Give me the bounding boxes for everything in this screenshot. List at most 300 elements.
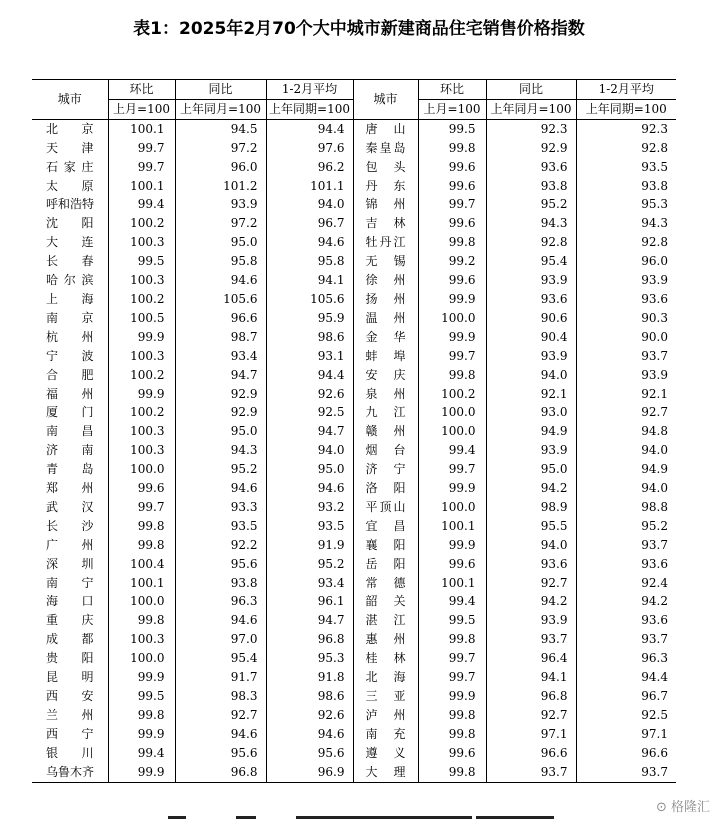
right-city-name: 平顶山: [353, 498, 418, 517]
left-mom-value: 99.9: [108, 328, 175, 347]
left-avg-value: 94.0: [266, 441, 353, 460]
right-avg-value: 94.0: [576, 441, 676, 460]
left-avg-value: 93.5: [266, 517, 353, 536]
right-yoy-value: 94.0: [486, 536, 576, 555]
left-mom-value: 100.2: [108, 290, 175, 309]
left-avg-value: 95.3: [266, 649, 353, 668]
left-yoy-value: 92.9: [175, 385, 266, 404]
left-mom-value: 100.0: [108, 649, 175, 668]
table-row: [32, 290, 676, 309]
left-yoy-value: 92.9: [175, 403, 266, 422]
left-avg-value: 96.1: [266, 592, 353, 611]
right-mom-value: 99.6: [418, 555, 486, 574]
right-avg-value: 92.8: [576, 139, 676, 158]
left-yoy-value: 93.9: [175, 195, 266, 214]
right-mom-value: 99.9: [418, 687, 486, 706]
right-avg-value: 93.7: [576, 536, 676, 555]
left-mom-value: 100.3: [108, 233, 175, 252]
right-yoy-value: 94.9: [486, 422, 576, 441]
left-mom-value: 100.0: [108, 460, 175, 479]
table-row: [32, 233, 676, 252]
left-avg-value: 94.0: [266, 195, 353, 214]
left-mom-value: 100.4: [108, 555, 175, 574]
avg-base-left: 上年同期=100: [266, 99, 353, 119]
right-mom-value: 99.7: [418, 347, 486, 366]
left-city-name: 青岛: [46, 462, 94, 477]
left-mom-value: 99.7: [108, 158, 175, 177]
right-mom-value: 99.8: [418, 139, 486, 158]
table-row: [32, 706, 676, 725]
left-yoy-value: 97.2: [175, 139, 266, 158]
left-avg-value: 93.4: [266, 574, 353, 593]
left-city-name: 长沙: [46, 518, 94, 533]
left-city-name: 杭州: [46, 329, 94, 344]
right-city-name: 宜昌: [353, 517, 418, 536]
left-city-name: 合肥: [46, 367, 94, 382]
right-mom-value: 99.7: [418, 460, 486, 479]
right-city-name: 北海: [353, 668, 418, 687]
right-avg-value: 96.7: [576, 687, 676, 706]
mom-base-left: 上月=100: [108, 99, 175, 119]
right-yoy-value: 93.9: [486, 347, 576, 366]
mom-header-right: 环比: [418, 80, 486, 100]
right-avg-value: 93.7: [576, 630, 676, 649]
left-yoy-value: 93.8: [175, 574, 266, 593]
left-yoy-value: 96.0: [175, 158, 266, 177]
table-row: [32, 649, 676, 668]
left-mom-value: 100.0: [108, 592, 175, 611]
right-mom-value: 99.2: [418, 252, 486, 271]
table-row: [32, 479, 676, 498]
table-row: [32, 347, 676, 366]
table-row: [32, 139, 676, 158]
left-city-name: 北京: [46, 121, 94, 136]
right-city-name: 烟台: [353, 441, 418, 460]
right-city-name: 唐山: [353, 119, 418, 138]
left-city-name: 广州: [46, 537, 94, 552]
right-avg-value: 93.6: [576, 555, 676, 574]
left-city-name: 郑州: [46, 481, 94, 496]
left-yoy-value: 97.0: [175, 630, 266, 649]
table-title: 表1：2025年2月70个大中城市新建商品住宅销售价格指数: [133, 19, 585, 39]
right-yoy-value: 96.4: [486, 649, 576, 668]
left-city-name: 沈阳: [46, 216, 94, 231]
right-yoy-value: 93.0: [486, 403, 576, 422]
table-row: [32, 441, 676, 460]
right-avg-value: 93.6: [576, 290, 676, 309]
left-mom-value: 100.1: [108, 119, 175, 138]
left-mom-value: 100.1: [108, 574, 175, 593]
right-mom-value: 99.7: [418, 649, 486, 668]
right-avg-value: 96.0: [576, 252, 676, 271]
right-mom-value: 100.1: [418, 574, 486, 593]
left-yoy-value: 95.4: [175, 649, 266, 668]
price-index-table: [32, 79, 676, 783]
right-yoy-value: 96.6: [486, 744, 576, 763]
right-yoy-value: 92.3: [486, 119, 576, 138]
left-mom-value: 99.4: [108, 744, 175, 763]
left-yoy-value: 94.7: [175, 366, 266, 385]
right-avg-value: 93.8: [576, 177, 676, 196]
right-city-name: 惠州: [353, 630, 418, 649]
left-avg-value: 91.9: [266, 536, 353, 555]
table-row: [32, 158, 676, 177]
right-city-name: 南充: [353, 725, 418, 744]
right-mom-value: 99.7: [418, 195, 486, 214]
left-yoy-value: 92.7: [175, 706, 266, 725]
left-city-name: 南昌: [46, 424, 94, 439]
table-row: [32, 592, 676, 611]
right-avg-value: 90.3: [576, 309, 676, 328]
left-avg-value: 94.7: [266, 611, 353, 630]
right-mom-value: 99.8: [418, 725, 486, 744]
left-mom-value: 99.5: [108, 252, 175, 271]
right-mom-value: 100.0: [418, 403, 486, 422]
right-avg-value: 92.5: [576, 706, 676, 725]
right-avg-value: 94.4: [576, 668, 676, 687]
left-avg-value: 92.6: [266, 385, 353, 404]
left-yoy-value: 95.0: [175, 422, 266, 441]
right-avg-value: 94.9: [576, 460, 676, 479]
left-yoy-value: 94.6: [175, 479, 266, 498]
table-row: [32, 668, 676, 687]
table-row: [32, 574, 676, 593]
left-mom-value: 100.2: [108, 366, 175, 385]
left-city-name: 南宁: [46, 575, 94, 590]
right-avg-value: 94.0: [576, 479, 676, 498]
right-yoy-value: 95.4: [486, 252, 576, 271]
right-mom-value: 99.8: [418, 763, 486, 782]
left-city-name: 呼和浩特: [46, 197, 95, 212]
table-row: [32, 328, 676, 347]
left-mom-value: 99.9: [108, 668, 175, 687]
mom-header-left: 环比: [108, 80, 175, 100]
table-row: [32, 119, 676, 138]
left-city-name: 厦门: [46, 405, 94, 420]
right-avg-value: 93.7: [576, 347, 676, 366]
right-mom-value: 99.6: [418, 744, 486, 763]
left-yoy-value: 95.8: [175, 252, 266, 271]
right-city-name: 遵义: [353, 744, 418, 763]
left-yoy-value: 93.4: [175, 347, 266, 366]
left-avg-value: 94.6: [266, 479, 353, 498]
right-avg-value: 92.3: [576, 119, 676, 138]
left-yoy-value: 95.2: [175, 460, 266, 479]
right-yoy-value: 93.8: [486, 177, 576, 196]
left-yoy-value: 95.6: [175, 744, 266, 763]
left-avg-value: 95.0: [266, 460, 353, 479]
right-mom-value: 99.8: [418, 366, 486, 385]
right-mom-value: 99.8: [418, 630, 486, 649]
left-avg-value: 91.8: [266, 668, 353, 687]
right-mom-value: 99.6: [418, 271, 486, 290]
left-avg-value: 94.6: [266, 725, 353, 744]
left-yoy-value: 92.2: [175, 536, 266, 555]
left-mom-value: 100.3: [108, 347, 175, 366]
right-avg-value: 96.6: [576, 744, 676, 763]
right-avg-value: 95.3: [576, 195, 676, 214]
left-yoy-value: 94.5: [175, 119, 266, 138]
right-mom-value: 100.0: [418, 498, 486, 517]
right-yoy-value: 98.9: [486, 498, 576, 517]
left-yoy-value: 94.6: [175, 725, 266, 744]
left-mom-value: 99.9: [108, 385, 175, 404]
left-avg-value: 95.2: [266, 555, 353, 574]
right-city-name: 泸州: [353, 706, 418, 725]
right-avg-value: 92.7: [576, 403, 676, 422]
city-header-right: 城市: [353, 80, 418, 120]
left-mom-value: 99.9: [108, 763, 175, 782]
table-row: [32, 271, 676, 290]
right-yoy-value: 95.2: [486, 195, 576, 214]
left-avg-value: 98.6: [266, 687, 353, 706]
right-avg-value: 93.7: [576, 763, 676, 782]
right-city-name: 襄阳: [353, 536, 418, 555]
left-mom-value: 100.3: [108, 422, 175, 441]
right-yoy-value: 92.8: [486, 233, 576, 252]
left-yoy-value: 96.6: [175, 309, 266, 328]
right-city-name: 扬州: [353, 290, 418, 309]
left-yoy-value: 93.5: [175, 517, 266, 536]
right-yoy-value: 95.0: [486, 460, 576, 479]
table-row: [32, 252, 676, 271]
yoy-header-left: 同比: [175, 80, 266, 100]
left-mom-value: 99.4: [108, 195, 175, 214]
left-city-name: 济南: [46, 443, 94, 458]
right-yoy-value: 94.2: [486, 479, 576, 498]
left-city-name: 上海: [46, 291, 94, 306]
left-yoy-value: 95.6: [175, 555, 266, 574]
left-mom-value: 100.3: [108, 630, 175, 649]
left-city-name: 乌鲁木齐: [32, 763, 108, 782]
right-city-name: 三亚: [353, 687, 418, 706]
left-mom-value: 100.2: [108, 214, 175, 233]
left-city-name: 石家庄: [46, 159, 94, 174]
table-row: [32, 195, 676, 214]
right-avg-value: 93.9: [576, 271, 676, 290]
right-avg-value: 95.2: [576, 517, 676, 536]
watermark-logo-icon: ⊙: [655, 800, 667, 815]
left-avg-value: 96.7: [266, 214, 353, 233]
left-city-name: 宁波: [46, 348, 94, 363]
left-city-name: 海口: [46, 594, 94, 609]
left-avg-value: 95.9: [266, 309, 353, 328]
right-yoy-value: 93.6: [486, 555, 576, 574]
right-mom-value: 100.0: [418, 422, 486, 441]
left-yoy-value: 91.7: [175, 668, 266, 687]
left-mom-value: 99.8: [108, 611, 175, 630]
cut-off-next-table-title: [0, 806, 718, 820]
right-city-name: 岳阳: [353, 555, 418, 574]
left-avg-value: 93.1: [266, 347, 353, 366]
right-mom-value: 99.9: [418, 479, 486, 498]
right-mom-value: 99.7: [418, 668, 486, 687]
right-yoy-value: 95.5: [486, 517, 576, 536]
header-row-top: [32, 80, 676, 100]
city-header-left: 城市: [32, 80, 108, 120]
table-row: [32, 725, 676, 744]
left-mom-value: 99.7: [108, 498, 175, 517]
left-city-name: 长春: [46, 254, 94, 269]
right-yoy-value: 97.1: [486, 725, 576, 744]
right-city-name: 常德: [353, 574, 418, 593]
right-city-name: 赣州: [353, 422, 418, 441]
avg-base-right: 上年同期=100: [576, 99, 676, 119]
right-yoy-value: 93.6: [486, 290, 576, 309]
left-mom-value: 99.6: [108, 479, 175, 498]
right-city-name: 大理: [353, 763, 418, 782]
yoy-header-right: 同比: [486, 80, 576, 100]
left-avg-value: 98.6: [266, 328, 353, 347]
right-city-name: 无锡: [353, 252, 418, 271]
right-yoy-value: 93.7: [486, 763, 576, 782]
left-city-name: 西宁: [46, 726, 94, 741]
right-yoy-value: 94.3: [486, 214, 576, 233]
left-mom-value: 100.3: [108, 271, 175, 290]
left-avg-value: 94.7: [266, 422, 353, 441]
table-row: [32, 630, 676, 649]
yoy-base-left: 上年同月=100: [175, 99, 266, 119]
left-yoy-value: 105.6: [175, 290, 266, 309]
right-yoy-value: 94.0: [486, 366, 576, 385]
left-yoy-value: 94.3: [175, 441, 266, 460]
left-city-name: 贵阳: [46, 651, 94, 666]
right-avg-value: 94.2: [576, 592, 676, 611]
left-yoy-value: 98.7: [175, 328, 266, 347]
left-yoy-value: 94.6: [175, 611, 266, 630]
right-city-name: 牡丹江: [353, 233, 418, 252]
right-avg-value: 98.8: [576, 498, 676, 517]
table-row: [32, 763, 676, 782]
left-mom-value: 100.3: [108, 441, 175, 460]
left-avg-value: 101.1: [266, 177, 353, 196]
right-yoy-value: 93.6: [486, 158, 576, 177]
left-city-name: 银川: [46, 745, 94, 760]
left-avg-value: 92.5: [266, 403, 353, 422]
left-mom-value: 99.5: [108, 687, 175, 706]
left-city-name: 昆明: [46, 670, 94, 685]
left-city-name: 兰州: [46, 707, 94, 722]
table-row: [32, 403, 676, 422]
left-city-name: 南京: [46, 310, 94, 325]
table-row: [32, 422, 676, 441]
yoy-base-right: 上年同月=100: [486, 99, 576, 119]
left-avg-value: 94.4: [266, 119, 353, 138]
left-mom-value: 100.2: [108, 403, 175, 422]
left-avg-value: 94.4: [266, 366, 353, 385]
left-yoy-value: 96.8: [175, 763, 266, 782]
table-row: [32, 460, 676, 479]
right-mom-value: 99.4: [418, 441, 486, 460]
right-avg-value: 92.4: [576, 574, 676, 593]
right-city-name: 锦州: [353, 195, 418, 214]
left-yoy-value: 93.3: [175, 498, 266, 517]
right-yoy-value: 92.9: [486, 139, 576, 158]
left-yoy-value: 101.2: [175, 177, 266, 196]
right-city-name: 吉林: [353, 214, 418, 233]
right-city-name: 安庆: [353, 366, 418, 385]
right-city-name: 济宁: [353, 460, 418, 479]
right-avg-value: 97.1: [576, 725, 676, 744]
right-avg-value: 90.0: [576, 328, 676, 347]
right-mom-value: 99.6: [418, 177, 486, 196]
left-mom-value: 99.8: [108, 706, 175, 725]
right-avg-value: 94.8: [576, 422, 676, 441]
table-row: [32, 177, 676, 196]
right-mom-value: 99.9: [418, 290, 486, 309]
right-mom-value: 99.9: [418, 536, 486, 555]
watermark: ⊙ 格隆汇: [655, 800, 710, 815]
left-yoy-value: 98.3: [175, 687, 266, 706]
right-city-name: 桂林: [353, 649, 418, 668]
table-row: [32, 214, 676, 233]
left-city-name: 西安: [46, 689, 94, 703]
left-city-name: 天津: [46, 140, 94, 155]
table-row: [32, 744, 676, 763]
right-avg-value: 93.5: [576, 158, 676, 177]
right-city-name: 蚌埠: [353, 347, 418, 366]
right-yoy-value: 92.1: [486, 385, 576, 404]
table-row: [32, 611, 676, 630]
left-avg-value: 92.6: [266, 706, 353, 725]
right-mom-value: 99.5: [418, 611, 486, 630]
right-mom-value: 99.8: [418, 706, 486, 725]
left-avg-value: 105.6: [266, 290, 353, 309]
left-city-name: 深圳: [46, 556, 94, 571]
left-mom-value: 99.9: [108, 725, 175, 744]
left-city-name: 武汉: [46, 499, 94, 514]
table-row: [32, 366, 676, 385]
right-mom-value: 99.6: [418, 214, 486, 233]
left-avg-value: 96.2: [266, 158, 353, 177]
right-city-name: 泉州: [353, 385, 418, 404]
right-mom-value: 100.2: [418, 385, 486, 404]
left-avg-value: 94.1: [266, 271, 353, 290]
left-mom-value: 99.8: [108, 536, 175, 555]
left-mom-value: 99.7: [108, 139, 175, 158]
left-yoy-value: 95.0: [175, 233, 266, 252]
right-yoy-value: 92.7: [486, 574, 576, 593]
right-yoy-value: 93.9: [486, 271, 576, 290]
left-avg-value: 96.9: [266, 763, 353, 782]
right-mom-value: 100.0: [418, 309, 486, 328]
right-city-name: 湛江: [353, 611, 418, 630]
table-row: [32, 687, 676, 706]
right-mom-value: 99.6: [418, 158, 486, 177]
right-avg-value: 92.8: [576, 233, 676, 252]
right-yoy-value: 93.9: [486, 441, 576, 460]
right-city-name: 九江: [353, 403, 418, 422]
right-mom-value: 99.8: [418, 233, 486, 252]
left-mom-value: 100.5: [108, 309, 175, 328]
left-city-name: 哈尔滨: [46, 273, 94, 288]
table-row: [32, 555, 676, 574]
right-yoy-value: 90.6: [486, 309, 576, 328]
left-yoy-value: 96.3: [175, 592, 266, 611]
left-avg-value: 93.2: [266, 498, 353, 517]
right-avg-value: 92.1: [576, 385, 676, 404]
table-row: [32, 536, 676, 555]
right-avg-value: 94.3: [576, 214, 676, 233]
right-mom-value: 100.1: [418, 517, 486, 536]
right-city-name: 洛阳: [353, 479, 418, 498]
mom-base-right: 上月=100: [418, 99, 486, 119]
right-city-name: 金华: [353, 328, 418, 347]
left-city-name: 大连: [46, 235, 94, 250]
right-city-name: 韶关: [353, 592, 418, 611]
right-yoy-value: 96.8: [486, 687, 576, 706]
left-avg-value: 94.6: [266, 233, 353, 252]
